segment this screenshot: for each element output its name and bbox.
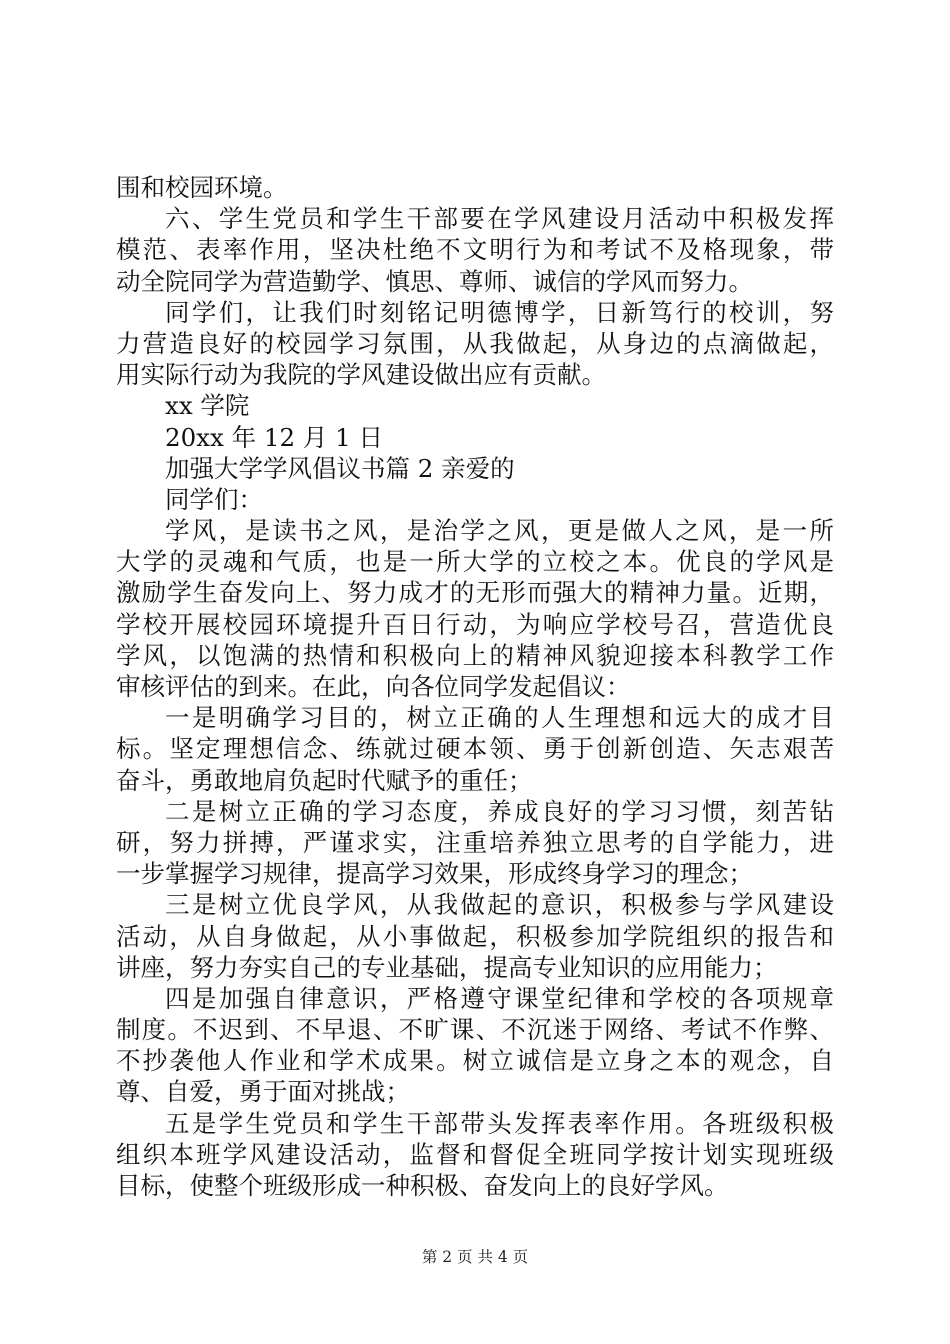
text-line: 研，努力拼搏，严谨求实，注重培养独立思考的自学能力，进 — [116, 827, 834, 857]
text-line: 二是树立正确的学习态度，养成良好的学习习惯，刻苦钻 — [165, 796, 834, 826]
text-line: 奋斗，勇敢地肩负起时代赋予的重任； — [116, 765, 533, 795]
text-line: 五是学生党员和学生干部带头发挥表率作用。各班级积极 — [165, 1108, 834, 1138]
text-line: 激励学生奋发向上、努力成才的无形而强大的精神力量。近期， — [116, 578, 834, 608]
document-body — [116, 172, 834, 1201]
text-line: 目标，使整个班级形成一种积极、奋发向上的良好学风。 — [116, 1171, 729, 1200]
text-line: 学风，以饱满的热情和积极向上的精神风貌迎接本科教学工作 — [116, 640, 834, 670]
text-line: 加强大学学风倡议书篇 2 亲爱的 — [165, 453, 515, 483]
text-line: 用实际行动为我院的学风建设做出应有贡献。 — [116, 360, 606, 390]
text-line: 尊、自爱，勇于面对挑战； — [116, 1077, 410, 1107]
text-line: 同学们，让我们时刻铭记明德博学，日新笃行的校训，努 — [165, 297, 834, 327]
text-line: 活动，从自身做起，从小事做起，积极参加学院组织的报告和 — [116, 921, 834, 951]
text-line: 20xx 年 12 月 1 日 — [165, 422, 384, 452]
text-line: 学校开展校园环境提升百日行动，为响应学校号召，营造优良 — [116, 609, 834, 639]
text-line: 标。坚定理想信念、练就过硬本领、勇于创新创造、矢志艰苦 — [116, 734, 834, 764]
text-line: 组织本班学风建设活动，监督和督促全班同学按计划实现班级 — [116, 1139, 834, 1169]
text-line: 力营造良好的校园学习氛围，从我做起，从身边的点滴做起， — [116, 328, 834, 358]
text-line: 审核评估的到来。在此，向各位同学发起倡议： — [116, 672, 631, 701]
text-line: 六、学生党员和学生干部要在学风建设月活动中积极发挥 — [165, 204, 834, 234]
page-footer: 第 2 页 共 4 页 — [421, 1248, 529, 1266]
text-line: 一步掌握学习规律，提高学习效果，形成终身学习的理念； — [116, 859, 753, 889]
text-line: 围和校园环境。 — [116, 173, 288, 202]
text-line: 三是树立优良学风，从我做起的意识，积极参与学风建设 — [165, 890, 834, 920]
text-line: xx 学院 — [165, 391, 250, 421]
text-line: 模范、表率作用，坚决杜绝不文明行为和考试不及格现象，带 — [116, 235, 834, 265]
text-line: 不抄袭他人作业和学术成果。树立诚信是立身之本的观念，自 — [116, 1046, 834, 1076]
text-line: 大学的灵魂和气质，也是一所大学的立校之本。优良的学风是 — [116, 547, 834, 577]
text-line: 一是明确学习目的，树立正确的人生理想和远大的成才目 — [165, 703, 834, 733]
text-line: 四是加强自律意识，严格遵守课堂纪律和学校的各项规章 — [165, 983, 834, 1013]
text-line: 讲座，努力夯实自己的专业基础，提高专业知识的应用能力； — [116, 952, 778, 982]
text-line: 学风，是读书之风，是治学之风，更是做人之风，是一所 — [165, 516, 834, 546]
text-line: 制度。不迟到、不早退、不旷课、不沉迷于网络、考试不作弊、 — [116, 1015, 834, 1045]
text-line: 同学们： — [165, 484, 263, 514]
text-line: 动全院同学为营造勤学、慎思、尊师、诚信的学风而努力。 — [116, 266, 753, 296]
